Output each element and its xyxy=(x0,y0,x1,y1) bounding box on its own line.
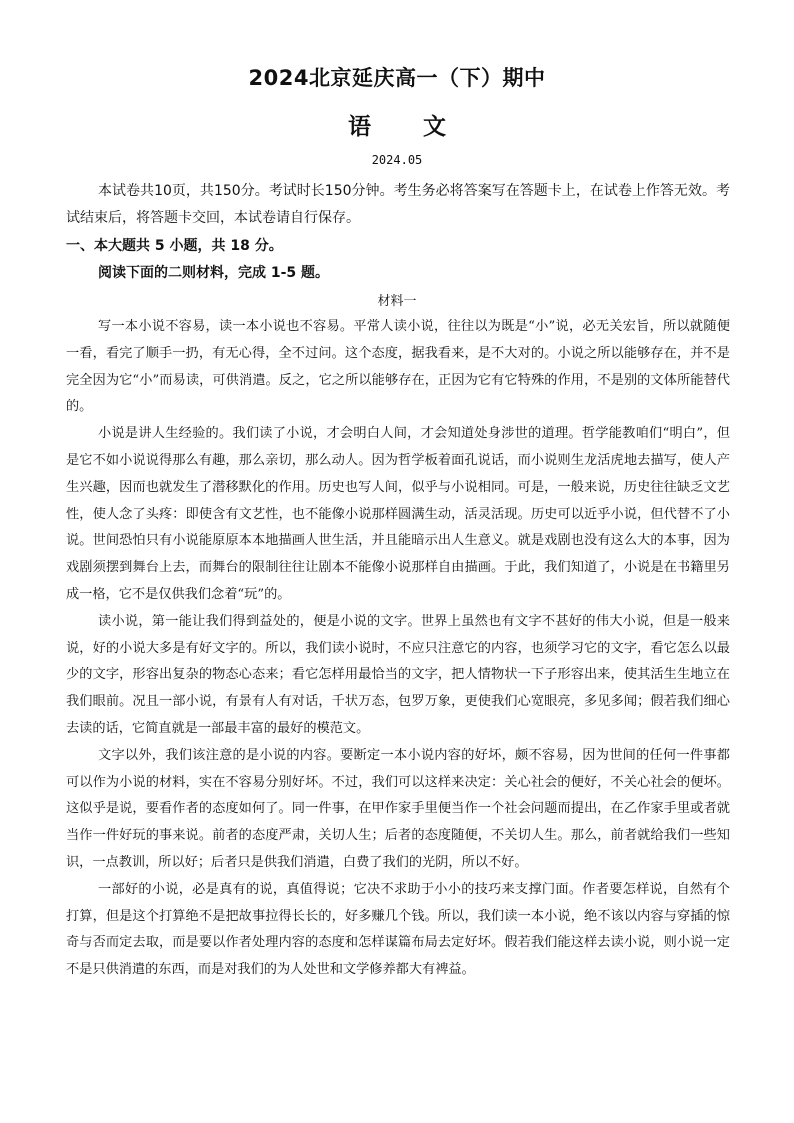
exam-date: 2024.05 xyxy=(371,153,423,167)
reading-instruction: 阅读下面的二则材料，完成 1-5 题。 xyxy=(98,265,330,281)
material-body xyxy=(66,314,730,984)
section-heading: 一、本大题共 5 小题，共 18 分。 xyxy=(66,238,283,254)
material-paragraph: 文字以外，我们该注意的是小说的内容。要断定一本小说内容的好坏，颇不容易，因为世间的任何一件事都可以作为小说的材料，实在不容易分别好坏。不过，我们可以这样来决定：关心社会的便好，不关心社会的便坏。这似乎是说，要看作者的态度如何了。同一件事，在甲作家手里便当作一个社会问题而提出，在乙作家手里或者就当作一件好玩的事来说。前者的态度严肃，关切人生；后者的态度随便，不关切人生。那么，前者就给我们一些知识，一点教训，所以好；后者只是供我们消遣，白费了我们的光阴，所以不好。 xyxy=(66,747,730,870)
material-paragraph: 一部好的小说，必是真有的说，真值得说；它决不求助于小小的技巧来支撑门面。作者要怎样说，自然有个打算，但是这个打算绝不是把故事拉得长长的，好多赚几个钱。所以，我们读一本小说，绝不该以内容与穿插的惊奇与否而定去取，而是要以作者处理内容的态度和怎样谋篇布局去定好坏。假若我们能这样去读小说，则小说一定不是只供消遣的东西，而是对我们的为人处世和文学修养都大有裨益。 xyxy=(66,881,730,978)
material-paragraph: 写一本小说不容易，读一本小说也不容易。平常人读小说，往往以为既是“小”说，必无关宏旨，所以就随便一看，看完了顺手一扔，有无心得，全不过问。这个态度，据我看来，是不大对的。小说之所以能够存在，并不是完全因为它“小”而易读，可供消遣。反之，它之所以能够存在，正因为它有它特殊的作用，不是别的文体所能替代的。 xyxy=(66,319,730,415)
exam-title: 2024北京延庆高一（下）期中 xyxy=(248,66,546,90)
material-paragraph: 小说是讲人生经验的。我们读了小说，才会明白人间，才会知道处身涉世的道理。哲学能教咱们“明白”，但是它不如小说说得那么有趣，那么亲切，那么动人。因为哲学板着面孔说话，而小说则生龙活虎地去描写，使人产生兴趣，因而也就发生了潜移默化的作用。历史也写人间，似乎与小说相同。可是，一般来说，历史往往缺乏文艺性，使人念了头疼：即使含有文艺性，也不能像小说那样圆满生动，活灵活现。历史可以近乎小说，但代替不了小说。世间恐怕只有小说能原原本本地描画人世生活，并且能暗示出人生意义。就是戏剧也没有这么大的本事，因为戏剧须摆到舞台上去，而舞台的限制往往让剧本不能像小说那样自由描画。于此，我们知道了，小说是在书籍里另成一格，它不是仅供我们念着“玩”的。 xyxy=(66,426,730,602)
subject-title: 语 文 xyxy=(347,114,446,140)
material-paragraph: 读小说，第一能让我们得到益处的，便是小说的文字。世界上虽然也有文字不甚好的伟大小说，但是一般来说，好的小说大多是有好文字的。所以，我们读小说时，不应只注意它的内容，也须学习它的文字，看它怎么以最少的文字，形容出复杂的物态心态来；看它怎样用最恰当的文字，把人情物状一下子形容出来，使其活生生地立在我们眼前。况且一部小说，有景有人有对话，千状万态，包罗万象，更使我们心宽眼亮，多见多闻；假若我们细心去读的话，它简直就是一部最丰富的最好的模范文。 xyxy=(66,613,730,736)
material-title: 材料一 xyxy=(377,294,417,309)
exam-notice: 本试卷共10页，共150分。考试时长150分钟。考生务必将答案写在答题卡上，在试卷上作答无效。考试结束后，将答题卡交回，本试卷请自行保存。 xyxy=(66,183,730,226)
